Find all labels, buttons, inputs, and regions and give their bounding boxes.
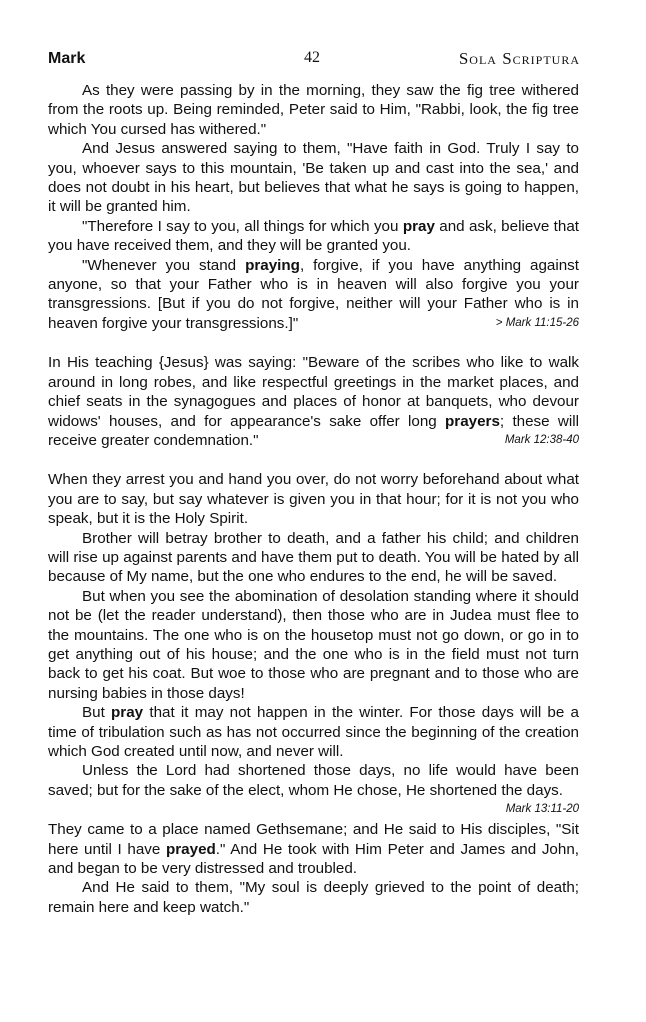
scripture-reference: Mark 12:38-40 [504, 433, 579, 446]
paragraph [48, 353, 579, 450]
paragraph [48, 81, 579, 139]
book-title: Mark [48, 50, 86, 67]
paragraph [48, 761, 579, 816]
paragraph [48, 878, 579, 917]
text-run: ; these will receive greater condemnation." [48, 412, 579, 449]
paragraph [48, 529, 579, 587]
text-run: But [82, 704, 112, 722]
scripture-section [48, 470, 579, 816]
scripture-reference: Mark 13:11-20 [505, 803, 579, 816]
series-title: Sola Scriptura [458, 49, 580, 68]
page-body [48, 81, 579, 937]
paragraph [48, 139, 579, 217]
text-run: and ask, believe that you have received them, and they will be granted you. [48, 217, 579, 255]
text-run: In His teaching {Jesus} was saying: "Beware of the scribes who like to walk around in long robes, and like respectful greetings in the market places, and chief seats in the synagogues and places of honor at banquets, who devour widows' houses, and for appearance's sake offer long [48, 354, 579, 430]
text-run: "Whenever you stand [82, 256, 246, 274]
keyword-text: pray [111, 704, 144, 722]
text-run: As they were passing by in the morning, they saw the fig tree withered from the roots up. Being reminded, Peter said to Him, "Rabbi, look, the fig tree which You cursed has withered." [48, 82, 579, 138]
paragraph [48, 470, 579, 528]
text-run: that it may not happen in the winter. For those days will be a time of tribulation such as has not occurred since the beginning of the creation which God created until now, and never will. [48, 704, 579, 760]
scripture-section [48, 81, 579, 333]
text-run: But when you see the abomination of desolation standing where it should not be (let the reader understand), then those who are in Judea must flee to the mountains. The one who is on the housetop must not go down, or go in to get anything out of his house; and the one who is in the field must not turn back to get his coat. But woe to those who are pregnant and to those who are nursing babies in those days! [48, 587, 579, 702]
keyword-text: praying [245, 256, 300, 274]
text-run: They came to a place named Gethsemane; and He said to His disciples, "Sit here until I have [48, 821, 579, 858]
text-run: Brother will betray brother to death, and a father his child; and children will rise up against parents and have them put to death. You will be hated by all because of My name, but the one who endures to the end, he will be saved. [48, 529, 579, 586]
paragraph [48, 820, 579, 878]
text-run: , forgive, if you have anything against anyone, so that your Father who is in heaven will also forgive you your transgressions. [But if you do not forgive, neither will your Father who is in heaven forgive your transgressions.]" [48, 256, 579, 332]
paragraph [48, 217, 579, 256]
text-run: And He said to them, "My soul is deeply grieved to the point of death; remain here and keep watch." [48, 879, 579, 916]
paragraph [48, 587, 579, 703]
paragraph [48, 256, 579, 334]
keyword-text: pray [402, 217, 435, 235]
paragraph [48, 703, 579, 761]
keyword-text: prayed [165, 840, 216, 858]
scripture-reference: > Mark 11:15-26 [495, 316, 579, 329]
scripture-section [48, 820, 579, 917]
text-run: "Therefore I say to you, all things for which you [82, 217, 403, 235]
page-number: 42 [304, 49, 320, 66]
text-run: When they arrest you and hand you over, do not worry beforehand about what you are to say, but say whatever is given you in that hour; for it is not you who speak, but it is the Holy Spirit. [48, 471, 579, 528]
text-run: Unless the Lord had shortened those days, no life would have been saved; but for the sake of the elect, whom He chose, He shortened the days. [48, 762, 579, 799]
scripture-section [48, 353, 579, 450]
keyword-text: prayers [445, 412, 500, 430]
text-run: And Jesus answered saying to them, "Have faith in God. Truly I say to you, whoever says to this mountain, 'Be taken up and cast into the sea,' and does not doubt in his heart, but believes that what he says is going to happen, it will be granted him. [48, 140, 579, 216]
text-run: ." And He took with Him Peter and James and John, and began to be very distressed and troubled. [48, 840, 579, 878]
page-header [48, 48, 580, 72]
